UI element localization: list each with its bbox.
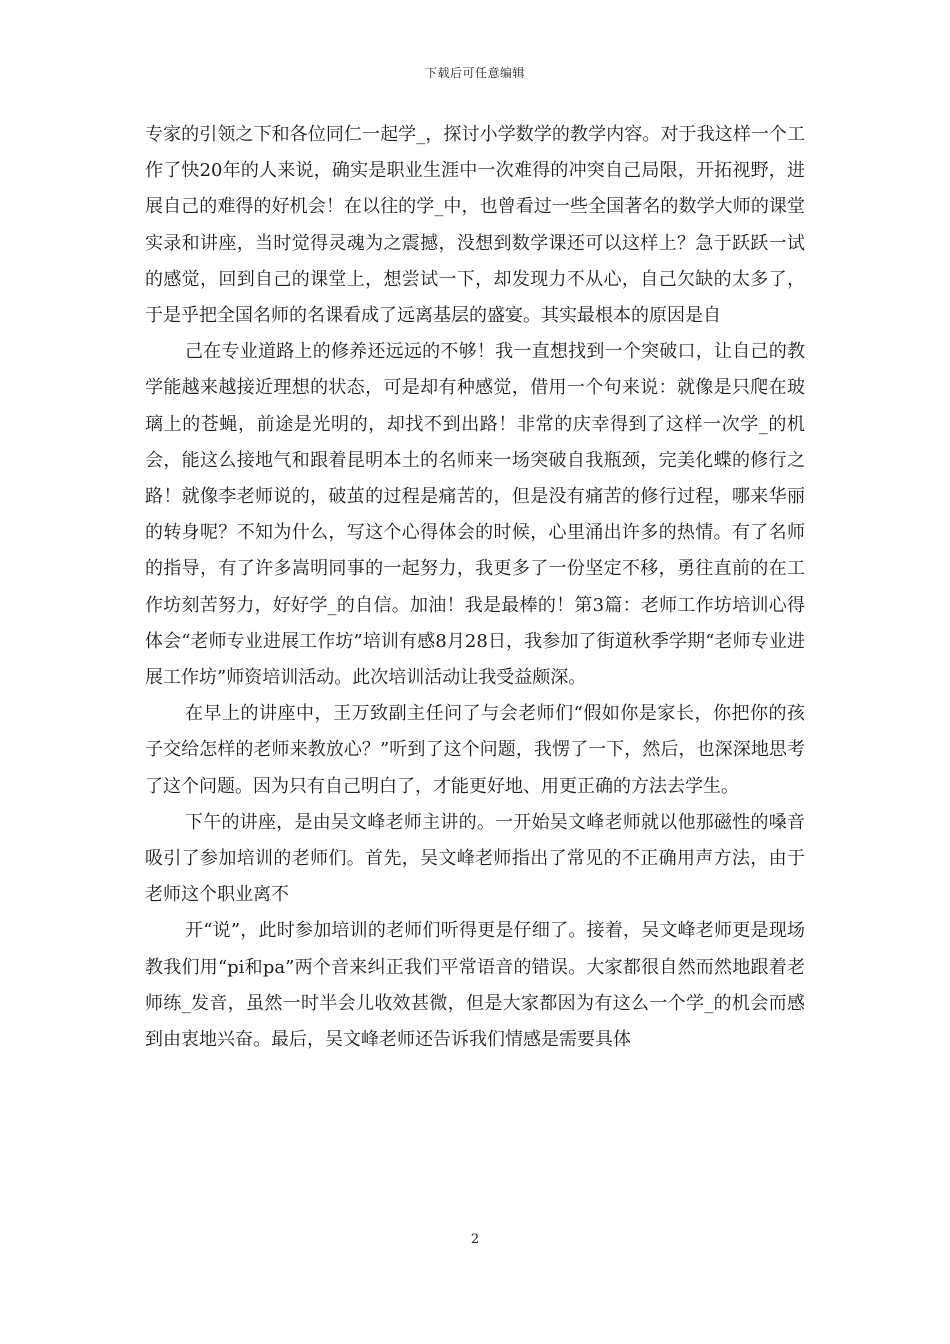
page-number: 2 (470, 1232, 480, 1247)
paragraph-3: 在早上的讲座中，王万致副主任问了与会老师们“假如你是家长，你把你的孩子交给怎样的老师来教放心？”听到了这个问题，我愣了一下，然后，也深深地思考了这个问题。因为只有自己明白了，才能更好地、用更正确的方法去学生。 (145, 703, 805, 797)
document-body (145, 117, 805, 1058)
paragraph-1: 专家的引领之下和各位同仁一起学_，探讨小学数学的教学内容。对于我这样一个工作了快20年的人来说，确实是职业生涯中一次难得的冲突自己局限，开拓视野，进展自己的难得的好机会！在以往的学_中，也曾看过一些全国著名的数学大师的课堂实录和讲座，当时觉得灵魂为之震撼，没想到数学课还可以这样上？急于跃跃一试的感觉，回到自己的课堂上，想尝试一下，却发现力不从心，自己欠缺的太多了，于是乎把全国名师的名课看成了远离基层的盛宴。其实最根本的原因是自 (145, 124, 805, 327)
paragraph-2: 己在专业道路上的修养还远远的不够！我一直想找到一个突破口，让自己的教学能越来越接近理想的状态，可是却有种感觉，借用一个句来说：就像是只爬在玻璃上的苍蝇，前途是光明的，却找不到出路！非常的庆幸得到了这样一次学_的机会，能这么接地气和跟着昆明本土的名师来一场突破自我瓶颈，完美化蝶的修行之路！就像李老师说的，破茧的过程是痛苦的，但是没有痛苦的修行过程，哪来华丽的转身呢？不知为什么，写这个心得体会的时候，心里涌出许多的热情。有了名师的指导，有了许多嵩明同事的一起努力，我更多了一份坚定不移，勇往直前的在工作坊刻苦努力，好好学_的自信。加油！我是最棒的！第3篇：老师工作坊培训心得体会“老师专业进展工作坊”培训有感8月28日，我参加了街道秋季学期“老师专业进展工作坊”师资培训活动。此次培训活动让我受益颇深。 (145, 341, 805, 689)
page-header: 下载后可任意编辑 (424, 66, 525, 80)
paragraph-4: 下午的讲座，是由吴文峰老师主讲的。一开始吴文峰老师就以他那磁性的嗓音吸引了参加培训的老师们。首先，吴文峰老师指出了常见的不正确用声方法，由于老师这个职业离不 (145, 811, 805, 906)
paragraph-5: 开“说”，此时参加培训的老师们听得更是仔细了。接着，吴文峰老师更是现场教我们用“pi和pa”两个音来纠正我们平常语音的错误。大家都很自然而然地跟着老师练_发音，虽然一时半会儿收效甚微，但是大家都因为有这么一个学_的机会而感到由衷地兴奋。最后，吴文峰老师还告诉我们情感是需要具体 (145, 920, 805, 1051)
